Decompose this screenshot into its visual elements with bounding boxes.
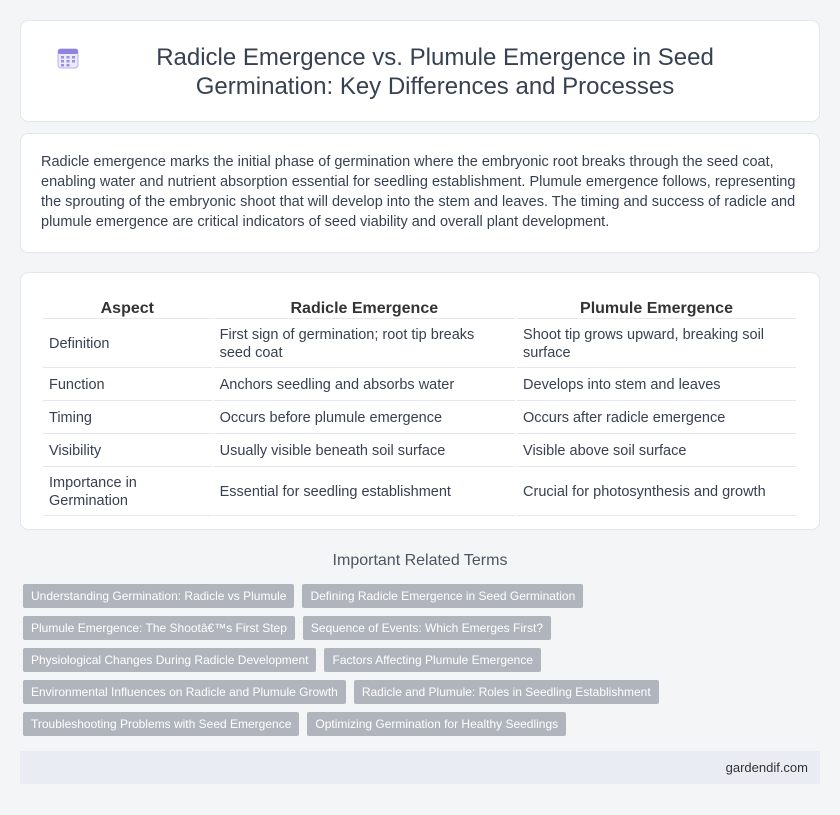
table-row xyxy=(43,403,796,434)
footer-site-link[interactable]: gardendif.com xyxy=(725,760,808,775)
cell-radicle: Occurs before plumule emergence xyxy=(214,403,515,434)
table-row xyxy=(43,469,796,516)
table-row xyxy=(43,436,796,467)
related-term-tag[interactable]: Troubleshooting Problems with Seed Emergence xyxy=(23,712,299,736)
header-plumule: Plumule Emergence xyxy=(517,295,796,319)
cell-plumule: Visible above soil surface xyxy=(517,436,796,467)
comparison-table xyxy=(41,293,798,518)
cell-aspect: Function xyxy=(43,370,212,401)
tag-row xyxy=(23,616,823,640)
related-term-tag[interactable]: Physiological Changes During Radicle Development xyxy=(23,648,316,672)
related-term-tag[interactable]: Defining Radicle Emergence in Seed Germination xyxy=(302,584,583,608)
summary-text: Radicle emergence marks the initial phase of germination where the embryonic root breaks through the seed coat, enabling water and nutrient absorption essential for seedling establishment. Plumule emergence follows, representing the sprouting of the embryonic shoot that will develop into the stem and leaves. The timing and success of radicle and plumule emergence are critical indicators of seed viability and overall plant development. xyxy=(41,154,796,230)
related-term-tag[interactable]: Factors Affecting Plumule Emergence xyxy=(324,648,541,672)
cell-plumule: Shoot tip grows upward, breaking soil surface xyxy=(517,321,796,368)
related-term-tag[interactable]: Understanding Germination: Radicle vs Plumule xyxy=(23,584,294,608)
cell-aspect: Timing xyxy=(43,403,212,434)
comparison-card xyxy=(20,272,820,530)
related-term-tag[interactable]: Radicle and Plumule: Roles in Seedling Establishment xyxy=(354,680,659,704)
cell-radicle: Essential for seedling establishment xyxy=(214,469,515,516)
cell-plumule: Crucial for photosynthesis and growth xyxy=(517,469,796,516)
summary-card xyxy=(20,133,820,253)
related-term-tag[interactable]: Optimizing Germination for Healthy Seedlings xyxy=(307,712,566,736)
page-title: Radicle Emergence vs. Plumule Emergence in Seed Germination: Key Differences and Processes xyxy=(156,44,714,100)
cell-aspect: Visibility xyxy=(43,436,212,467)
header-card xyxy=(20,20,820,122)
tag-row xyxy=(23,680,823,704)
cell-radicle: First sign of germination; root tip breaks seed coat xyxy=(214,321,515,368)
header-aspect: Aspect xyxy=(43,295,212,319)
tag-row xyxy=(23,584,823,608)
cell-radicle: Usually visible beneath soil surface xyxy=(214,436,515,467)
footer xyxy=(20,751,820,784)
related-terms-title: Important Related Terms xyxy=(332,552,508,569)
related-term-tag[interactable]: Plumule Emergence: The Shootâ€™s First Step xyxy=(23,616,295,640)
cell-aspect: Definition xyxy=(43,321,212,368)
table-header-row xyxy=(43,295,796,319)
table-row xyxy=(43,321,796,368)
cell-plumule: Develops into stem and leaves xyxy=(517,370,796,401)
cell-plumule: Occurs after radicle emergence xyxy=(517,403,796,434)
related-term-tag[interactable]: Sequence of Events: Which Emerges First? xyxy=(303,616,551,640)
tag-row xyxy=(23,712,823,736)
cell-radicle: Anchors seedling and absorbs water xyxy=(214,370,515,401)
cell-aspect: Importance in Germination xyxy=(43,469,212,516)
table-row xyxy=(43,370,796,401)
tag-row xyxy=(23,648,823,672)
related-term-tag[interactable]: Environmental Influences on Radicle and Plumule Growth xyxy=(23,680,346,704)
related-terms-list xyxy=(23,584,823,744)
header-radicle: Radicle Emergence xyxy=(214,295,515,319)
